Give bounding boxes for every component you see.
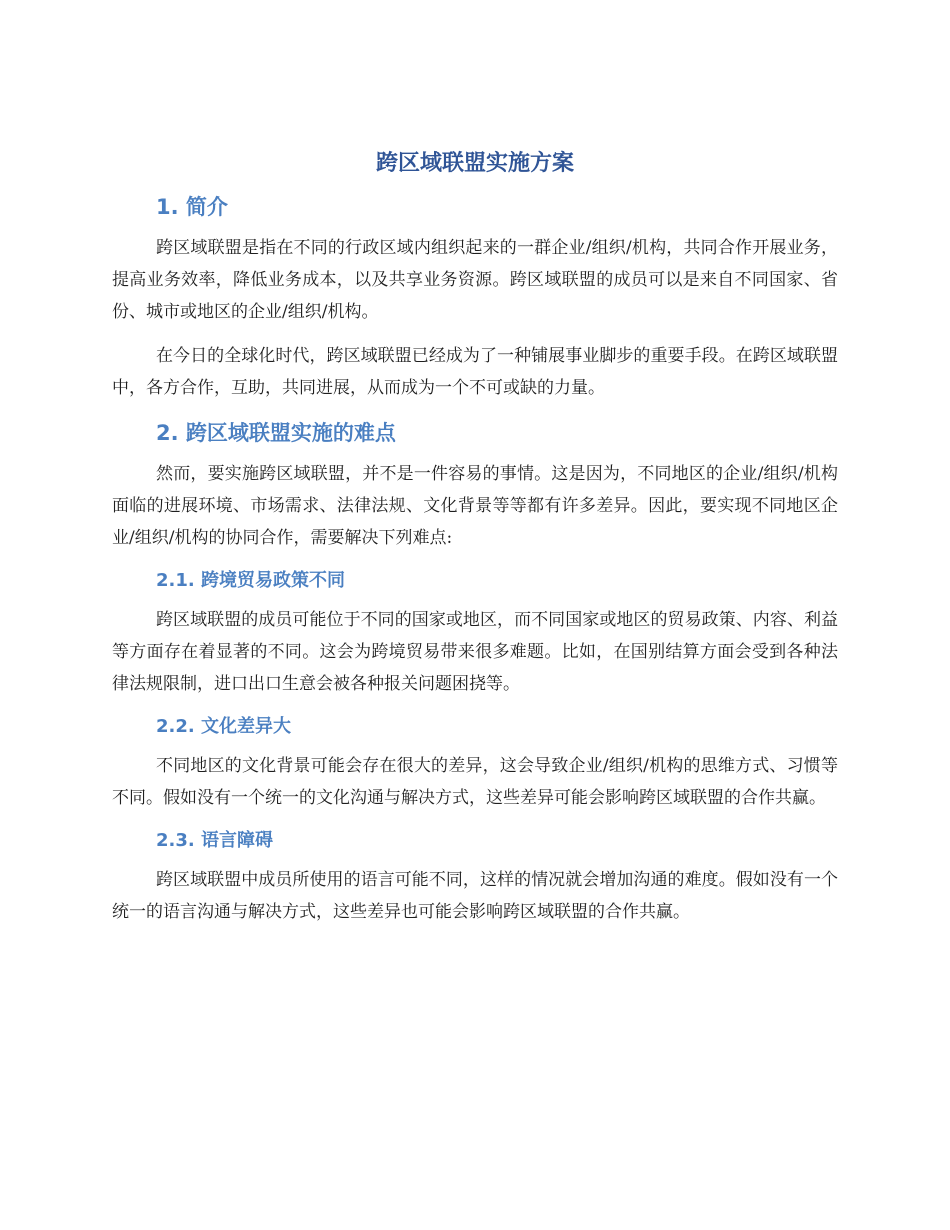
paragraph-introduction-2: 在今日的全球化时代，跨区域联盟已经成为了一种铺展事业脚步的重要手段。在跨区域联盟中，各方合作，互助，共同进展，从而成为一个不可或缺的力量。 [112, 346, 838, 398]
paragraph-introduction-1: 跨区域联盟是指在不同的行政区域内组织起来的一群企业/组织/机构，共同合作开展业务，提高业务效率，降低业务成本，以及共享业务资源。跨区域联盟的成员可以是来自不同国家、省份、城市或地区的企业/组织/机构。 [112, 238, 838, 322]
section-heading-difficulties: 2. 跨区域联盟实施的难点 [156, 421, 396, 445]
paragraph-difficulties-intro: 然而，要实施跨区域联盟，并不是一件容易的事情。这是因为，不同地区的企业/组织/机构面临的进展环境、市场需求、法律法规、文化背景等等都有许多差异。因此，要实现不同地区企业/组织/机构的协同合作，需要解决下列难点: [112, 464, 838, 548]
subsection-heading-trade-policy: 2.1. 跨境贸易政策不同 [156, 570, 345, 591]
subsection-heading-language-barrier: 2.3. 语言障碍 [156, 830, 273, 851]
paragraph-language-barrier: 跨区域联盟中成员所使用的语言可能不同，这样的情况就会增加沟通的难度。假如没有一个统一的语言沟通与解决方式，这些差异也可能会影响跨区域联盟的合作共赢。 [112, 870, 838, 922]
paragraph-trade-policy: 跨区域联盟的成员可能位于不同的国家或地区，而不同国家或地区的贸易政策、内容、利益等方面存在着显著的不同。这会为跨境贸易带来很多难题。比如，在国别结算方面会受到各种法律法规限制，进口出口生意会被各种报关问题困挠等。 [112, 610, 838, 694]
paragraph-cultural-difference: 不同地区的文化背景可能会存在很大的差异，这会导致企业/组织/机构的思维方式、习惯等不同。假如没有一个统一的文化沟通与解决方式，这些差异可能会影响跨区域联盟的合作共赢。 [112, 756, 838, 808]
section-heading-introduction: 1. 简介 [156, 195, 228, 219]
document-content [112, 146, 838, 940]
document-title: 跨区域联盟实施方案 [375, 151, 574, 176]
subsection-heading-cultural-difference: 2.2. 文化差异大 [156, 716, 291, 737]
